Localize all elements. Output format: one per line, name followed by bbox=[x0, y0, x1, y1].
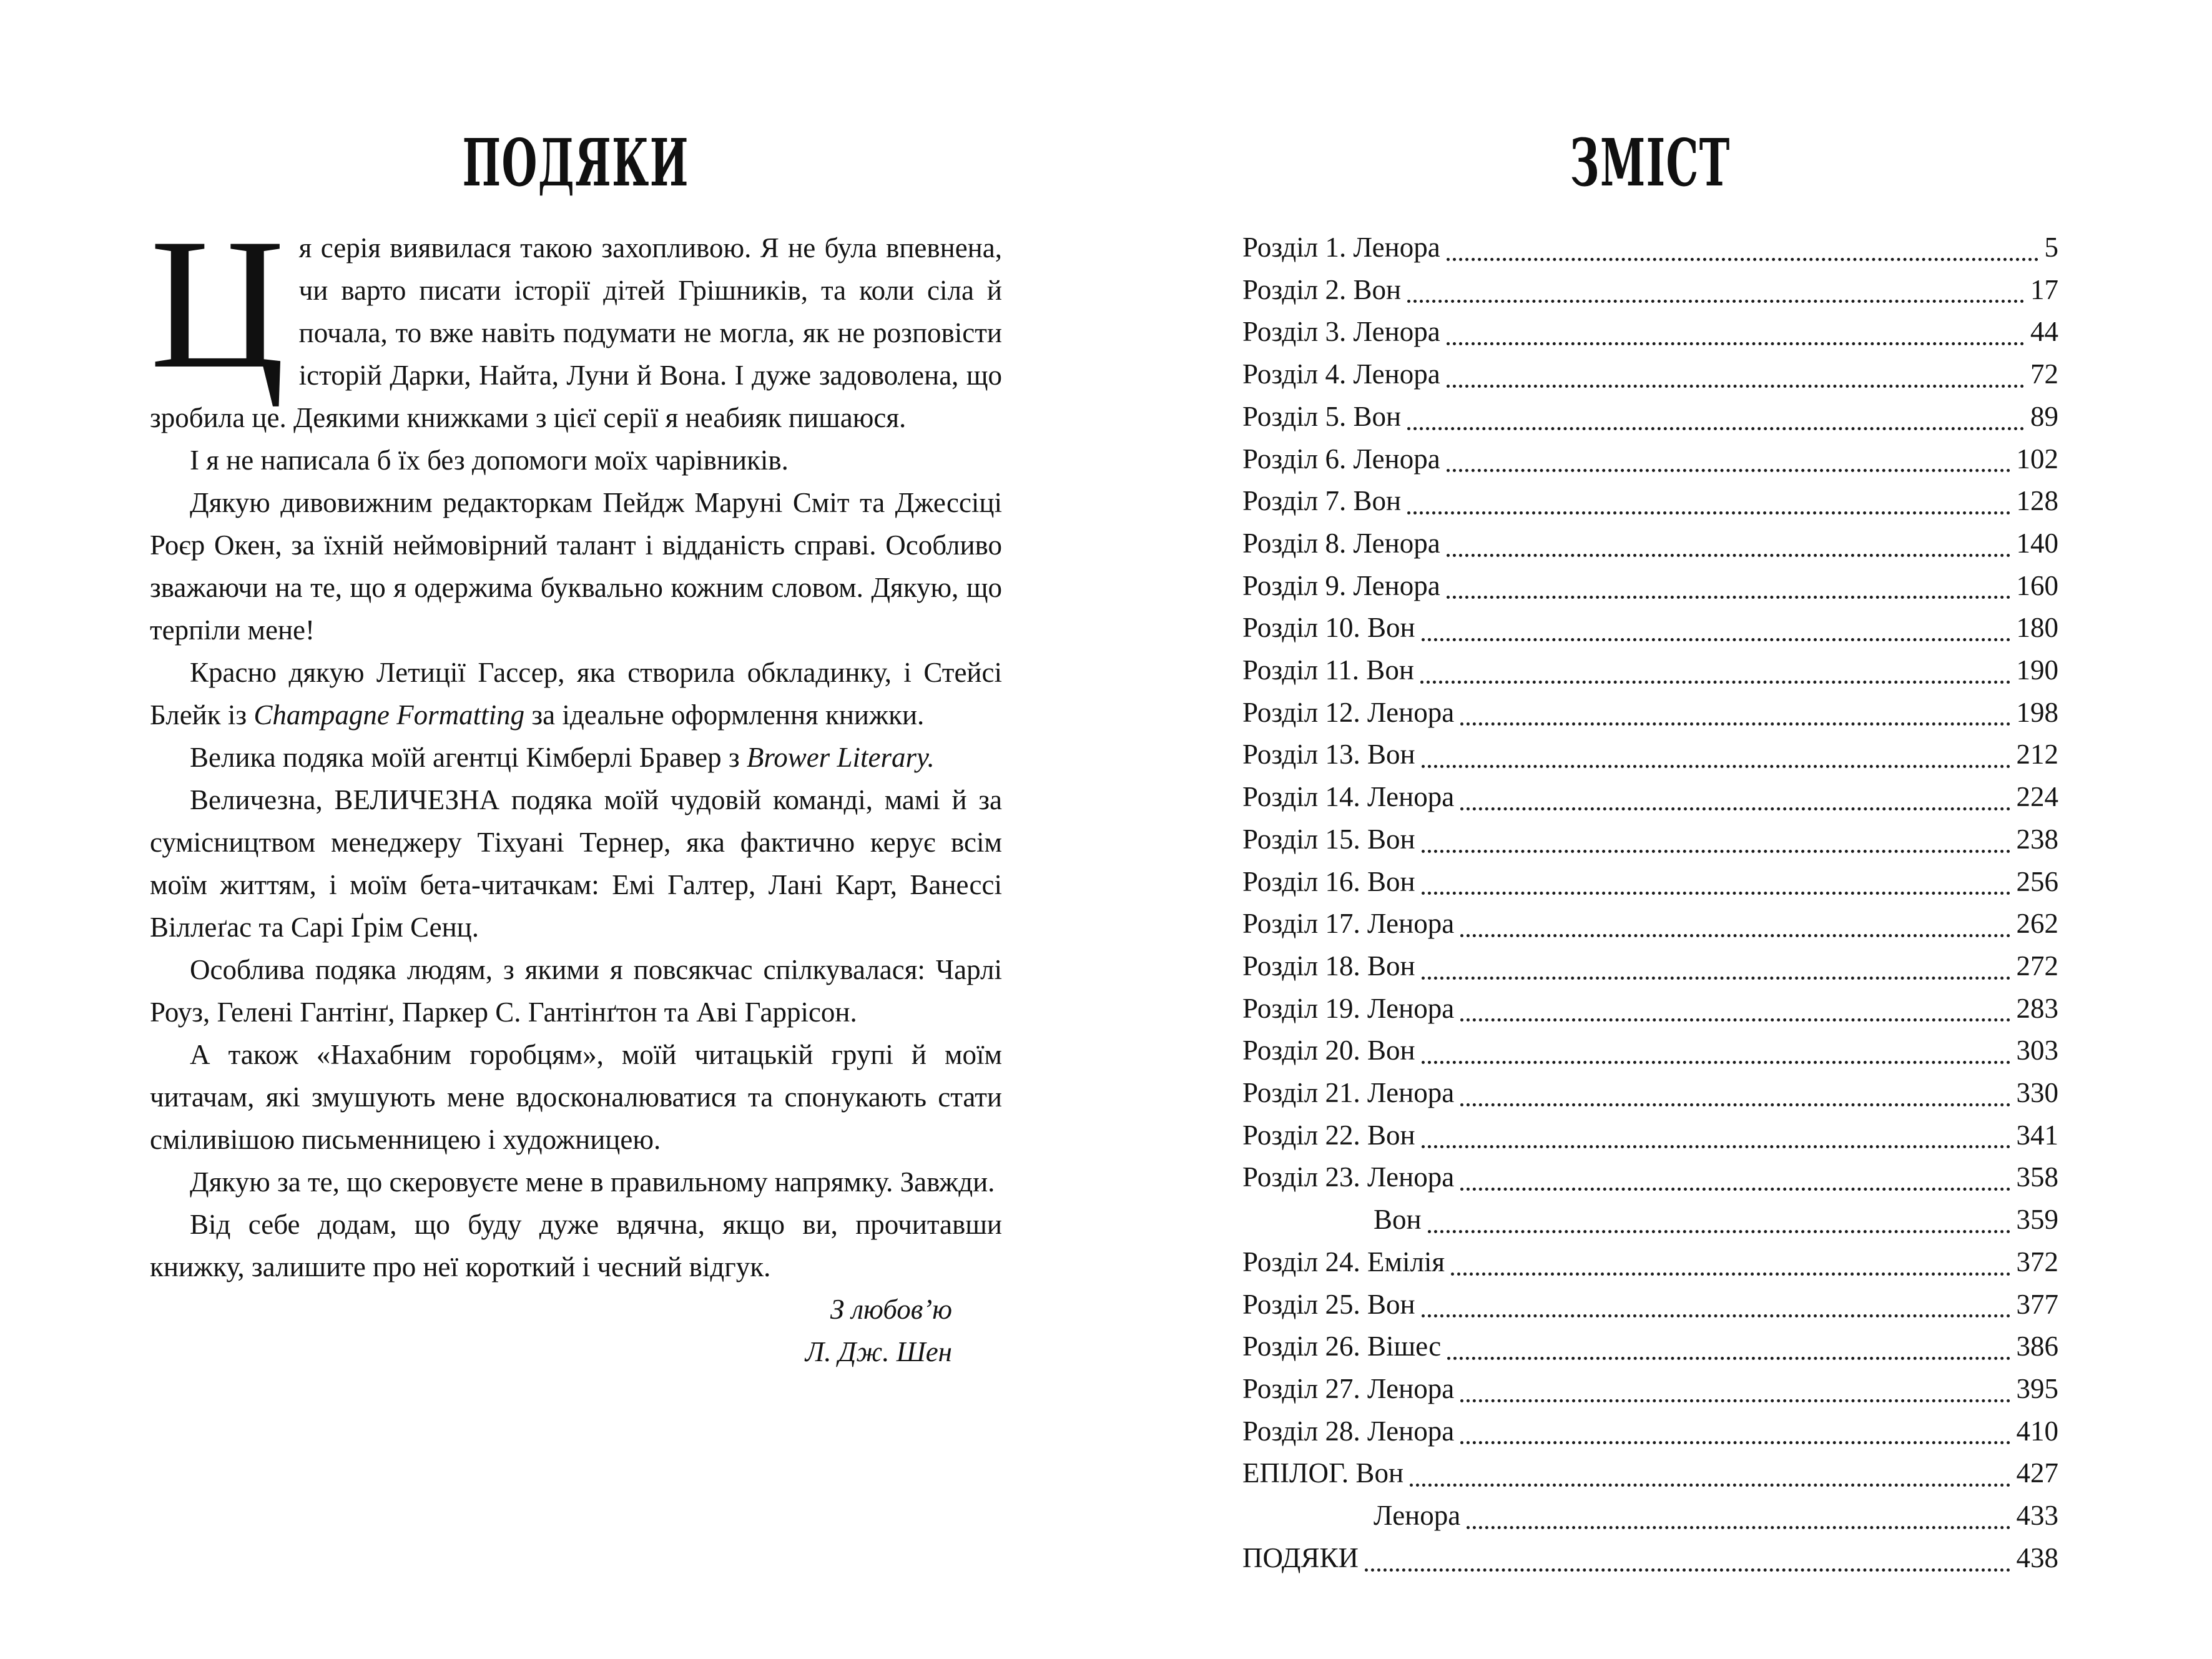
paragraph bbox=[150, 1203, 1002, 1288]
toc-entry-label: Розділ 5. Вон bbox=[1242, 400, 1402, 432]
signoff bbox=[150, 1288, 1002, 1373]
toc-entry bbox=[1242, 819, 2058, 861]
toc-entry bbox=[1242, 227, 2058, 269]
toc-page-number: 372 bbox=[2016, 1246, 2058, 1277]
table-of-contents bbox=[1242, 227, 2058, 1580]
toc-page-number: 433 bbox=[2016, 1500, 2058, 1532]
toc-entry-label: Ленора bbox=[1374, 1500, 1461, 1532]
toc-entry-label: Розділ 26. Вішес bbox=[1242, 1331, 1442, 1362]
toc-page-number: 198 bbox=[2016, 696, 2058, 728]
toc-dot-leader bbox=[1407, 300, 2024, 303]
toc-entry-label: Розділ 2. Вон bbox=[1242, 273, 1402, 305]
toc-entry bbox=[1242, 903, 2058, 945]
toc-page-number: 238 bbox=[2016, 823, 2058, 855]
paragraph bbox=[150, 439, 1002, 481]
body-text: Особлива подяка людям, з якими я повсякчас спілкувалася: Чарлі Роуз, Гелені Гантінґ, Паркер С. Гантінґтон та Аві Гаррісон. bbox=[150, 954, 1002, 1028]
toc-entry-label: Розділ 12. Ленора bbox=[1242, 696, 1455, 728]
toc-page-number: 5 bbox=[2044, 232, 2058, 263]
toc-entry bbox=[1242, 1495, 2058, 1537]
paragraph bbox=[150, 200, 1002, 439]
toc-entry bbox=[1242, 649, 2058, 692]
toc-dot-leader bbox=[1428, 1230, 2010, 1233]
contents-title-text: ЗМІСТ bbox=[1570, 124, 1731, 201]
toc-dot-leader bbox=[1460, 934, 2010, 937]
toc-page-number: 190 bbox=[2016, 654, 2058, 686]
toc-entry bbox=[1242, 945, 2058, 988]
body-text: А також «Нахабним горобцям», моїй читацькій групі й моїм читачам, які змушують мене вдосконалюватися та спонукають стати сміливішою письменницею і художницею. bbox=[150, 1039, 1002, 1155]
toc-dot-leader bbox=[1447, 554, 2010, 557]
toc-entry-label: Розділ 8. Ленора bbox=[1242, 527, 1440, 559]
toc-page-number: 410 bbox=[2016, 1415, 2058, 1447]
toc-page-number: 386 bbox=[2016, 1331, 2058, 1362]
toc-page-number: 89 bbox=[2030, 400, 2058, 432]
toc-dot-leader bbox=[1422, 1061, 2010, 1064]
toc-page-number: 180 bbox=[2016, 612, 2058, 644]
toc-entry bbox=[1242, 1115, 2058, 1157]
toc-dot-leader bbox=[1460, 1441, 2010, 1444]
contents-page bbox=[1242, 124, 2058, 1580]
toc-dot-leader bbox=[1451, 1273, 2010, 1276]
toc-entry-label: Розділ 1. Ленора bbox=[1242, 232, 1440, 263]
signoff-line-2: Л. Дж. Шен bbox=[805, 1336, 952, 1367]
toc-page-number: 341 bbox=[2016, 1119, 2058, 1151]
signoff-line-1: З любов’ю bbox=[830, 1294, 952, 1325]
toc-entry bbox=[1242, 692, 2058, 734]
toc-dot-leader bbox=[1422, 977, 2010, 980]
toc-dot-leader bbox=[1422, 1314, 2010, 1317]
toc-entry-label: Розділ 18. Вон bbox=[1242, 950, 1415, 982]
toc-dot-leader bbox=[1422, 1145, 2010, 1148]
toc-page-number: 395 bbox=[2016, 1372, 2058, 1404]
body-text: І я не написала б їх без допомоги моїх чарівників. bbox=[190, 445, 789, 476]
toc-page-number: 358 bbox=[2016, 1161, 2058, 1193]
toc-page-number: 272 bbox=[2016, 950, 2058, 982]
toc-entry bbox=[1242, 269, 2058, 312]
toc-entry bbox=[1242, 1072, 2058, 1115]
toc-dot-leader bbox=[1460, 1103, 2010, 1106]
toc-dot-leader bbox=[1460, 807, 2010, 810]
paragraph bbox=[150, 779, 1002, 948]
toc-entry bbox=[1242, 396, 2058, 438]
toc-entry-label: Розділ 21. Ленора bbox=[1242, 1077, 1455, 1109]
toc-entry bbox=[1242, 353, 2058, 396]
acknowledgments-title-text: ПОДЯКИ bbox=[462, 124, 690, 201]
toc-entry-label: Розділ 23. Ленора bbox=[1242, 1161, 1455, 1193]
italic-text: Champagne Formatting bbox=[253, 699, 525, 731]
acknowledgments-page bbox=[150, 124, 1002, 1373]
toc-entry-label: Розділ 20. Вон bbox=[1242, 1035, 1415, 1066]
toc-entry-label: Розділ 15. Вон bbox=[1242, 823, 1415, 855]
body-text: за ідеальне оформлення книжки. bbox=[524, 699, 925, 731]
toc-page-number: 330 bbox=[2016, 1077, 2058, 1109]
toc-page-number: 102 bbox=[2016, 443, 2058, 475]
toc-entry-label: Вон bbox=[1374, 1204, 1422, 1236]
toc-entry-label: Розділ 17. Ленора bbox=[1242, 908, 1455, 940]
toc-dot-leader bbox=[1422, 892, 2010, 895]
paragraph bbox=[150, 736, 1002, 779]
toc-entry bbox=[1242, 523, 2058, 565]
body-text: Красно дякую Летиції Гассер, яка створила обкладинку, і Стейсі Блейк із bbox=[150, 657, 1002, 731]
acknowledgments-text bbox=[150, 200, 1002, 1288]
toc-entry-label: Розділ 10. Вон bbox=[1242, 612, 1415, 644]
paragraph bbox=[150, 1033, 1002, 1161]
paragraph bbox=[150, 1161, 1002, 1203]
toc-entry-label: Розділ 3. Ленора bbox=[1242, 316, 1440, 348]
toc-dot-leader bbox=[1447, 596, 2010, 599]
toc-entry bbox=[1242, 1199, 2058, 1241]
toc-entry-label: Розділ 28. Ленора bbox=[1242, 1415, 1455, 1447]
toc-page-number: 256 bbox=[2016, 865, 2058, 897]
toc-entry bbox=[1242, 1410, 2058, 1453]
body-text: Дякую за те, що скеровуєте мене в правильному напрямку. Завжди. bbox=[190, 1166, 995, 1198]
toc-page-number: 17 bbox=[2030, 273, 2058, 305]
toc-entry bbox=[1242, 607, 2058, 649]
italic-text: Brower Literary. bbox=[746, 742, 935, 773]
toc-entry-label: Розділ 7. Вон bbox=[1242, 485, 1402, 517]
toc-entry bbox=[1242, 1368, 2058, 1410]
toc-entry-label: Розділ 22. Вон bbox=[1242, 1119, 1415, 1151]
toc-entry bbox=[1242, 776, 2058, 819]
toc-dot-leader bbox=[1447, 1357, 2010, 1360]
toc-dot-leader bbox=[1447, 385, 2024, 388]
toc-entry bbox=[1242, 861, 2058, 903]
toc-dot-leader bbox=[1365, 1568, 2010, 1572]
toc-entry bbox=[1242, 1241, 2058, 1284]
toc-entry bbox=[1242, 438, 2058, 481]
body-text: Велика подяка моїй агентці Кімберлі Бравер з bbox=[190, 742, 747, 773]
toc-page-number: 44 bbox=[2030, 316, 2058, 348]
toc-entry-label: Розділ 13. Вон bbox=[1242, 739, 1415, 770]
toc-page-number: 128 bbox=[2016, 485, 2058, 517]
toc-dot-leader bbox=[1420, 681, 2010, 684]
toc-entry-label: Розділ 25. Вон bbox=[1242, 1288, 1415, 1320]
toc-dot-leader bbox=[1447, 258, 2038, 261]
toc-page-number: 359 bbox=[2016, 1204, 2058, 1236]
paragraph bbox=[150, 481, 1002, 651]
toc-page-number: 377 bbox=[2016, 1288, 2058, 1320]
toc-page-number: 224 bbox=[2016, 781, 2058, 813]
toc-page-number: 160 bbox=[2016, 569, 2058, 601]
toc-page-number: 212 bbox=[2016, 739, 2058, 770]
toc-dot-leader bbox=[1447, 342, 2024, 345]
toc-dot-leader bbox=[1407, 427, 2024, 430]
body-text: Величезна, ВЕЛИЧЕЗНА подяка моїй чудовій команді, мамі й за сумісництвом менеджеру Тіхуані Тернер, яка фактично керує всім моїм життям, і моїм бета-читачкам: Емі Галтер, Лані Карт, Ванессі Віллеґас та Сарі Ґрім Сенц. bbox=[150, 784, 1002, 943]
toc-entry-label: Розділ 19. Ленора bbox=[1242, 992, 1455, 1024]
toc-page-number: 72 bbox=[2030, 358, 2058, 390]
toc-entry bbox=[1242, 1537, 2058, 1580]
paragraph bbox=[150, 948, 1002, 1033]
toc-entry-label: Розділ 9. Ленора bbox=[1242, 569, 1440, 601]
toc-entry bbox=[1242, 565, 2058, 608]
toc-page-number: 438 bbox=[2016, 1542, 2058, 1573]
toc-entry bbox=[1242, 734, 2058, 776]
toc-entry bbox=[1242, 311, 2058, 353]
toc-entry-label: Розділ 27. Ленора bbox=[1242, 1372, 1455, 1404]
toc-entry bbox=[1242, 1284, 2058, 1326]
acknowledgments-title bbox=[150, 124, 1002, 201]
toc-entry bbox=[1242, 1030, 2058, 1072]
toc-dot-leader bbox=[1447, 469, 2010, 472]
drop-cap: Ц bbox=[150, 200, 285, 407]
toc-page-number: 140 bbox=[2016, 527, 2058, 559]
toc-entry-label: ЕПІЛОГ. Вон bbox=[1242, 1457, 1404, 1489]
toc-entry-label: Розділ 4. Ленора bbox=[1242, 358, 1440, 390]
toc-entry-label: ПОДЯКИ bbox=[1242, 1542, 1359, 1573]
toc-entry bbox=[1242, 1156, 2058, 1199]
toc-entry bbox=[1242, 480, 2058, 523]
toc-entry bbox=[1242, 1452, 2058, 1495]
toc-dot-leader bbox=[1467, 1526, 2010, 1529]
toc-page-number: 283 bbox=[2016, 992, 2058, 1024]
toc-dot-leader bbox=[1460, 1188, 2010, 1191]
toc-entry bbox=[1242, 1326, 2058, 1368]
toc-dot-leader bbox=[1407, 511, 2010, 514]
toc-dot-leader bbox=[1460, 1399, 2010, 1402]
toc-entry-label: Розділ 24. Емілія bbox=[1242, 1246, 1445, 1277]
toc-entry bbox=[1242, 988, 2058, 1030]
toc-page-number: 262 bbox=[2016, 908, 2058, 940]
toc-dot-leader bbox=[1422, 638, 2010, 641]
toc-entry-label: Розділ 11. Вон bbox=[1242, 654, 1414, 686]
toc-dot-leader bbox=[1410, 1484, 2010, 1487]
body-text: я серія виявилася такою захопливою. Я не була впевнена, чи варто писати історії дітей Грішників, та коли сіла й почала, то вже навіть подумати не могла, як не розповісти історій Дарки, Найта, Луни й Вона. І дуже задоволена, що зробила це. Деякими книжками з цієї серії я неабияк пишаюся. bbox=[150, 232, 1002, 433]
toc-page-number: 303 bbox=[2016, 1035, 2058, 1066]
toc-entry-label: Розділ 16. Вон bbox=[1242, 865, 1415, 897]
contents-title bbox=[1242, 124, 2058, 201]
toc-entry-label: Розділ 14. Ленора bbox=[1242, 781, 1455, 813]
toc-dot-leader bbox=[1422, 850, 2010, 853]
toc-dot-leader bbox=[1422, 765, 2010, 768]
toc-dot-leader bbox=[1460, 1018, 2010, 1021]
toc-page-number: 427 bbox=[2016, 1457, 2058, 1489]
body-text: Від себе додам, що буду дуже вдячна, якщо ви, прочитавши книжку, залишите про неї короткий і чесний відгук. bbox=[150, 1209, 1002, 1282]
body-text: Дякую дивовижним редакторкам Пейдж Маруні Сміт та Джессіці Роєр Окен, за їхній неймовірний талант і відданість справі. Особливо зважаючи на те, що я одержима буквально кожним словом. Дякую, що терпіли мене! bbox=[150, 487, 1002, 646]
toc-dot-leader bbox=[1460, 722, 2010, 726]
toc-entry-label: Розділ 6. Ленора bbox=[1242, 443, 1440, 475]
paragraph bbox=[150, 651, 1002, 736]
